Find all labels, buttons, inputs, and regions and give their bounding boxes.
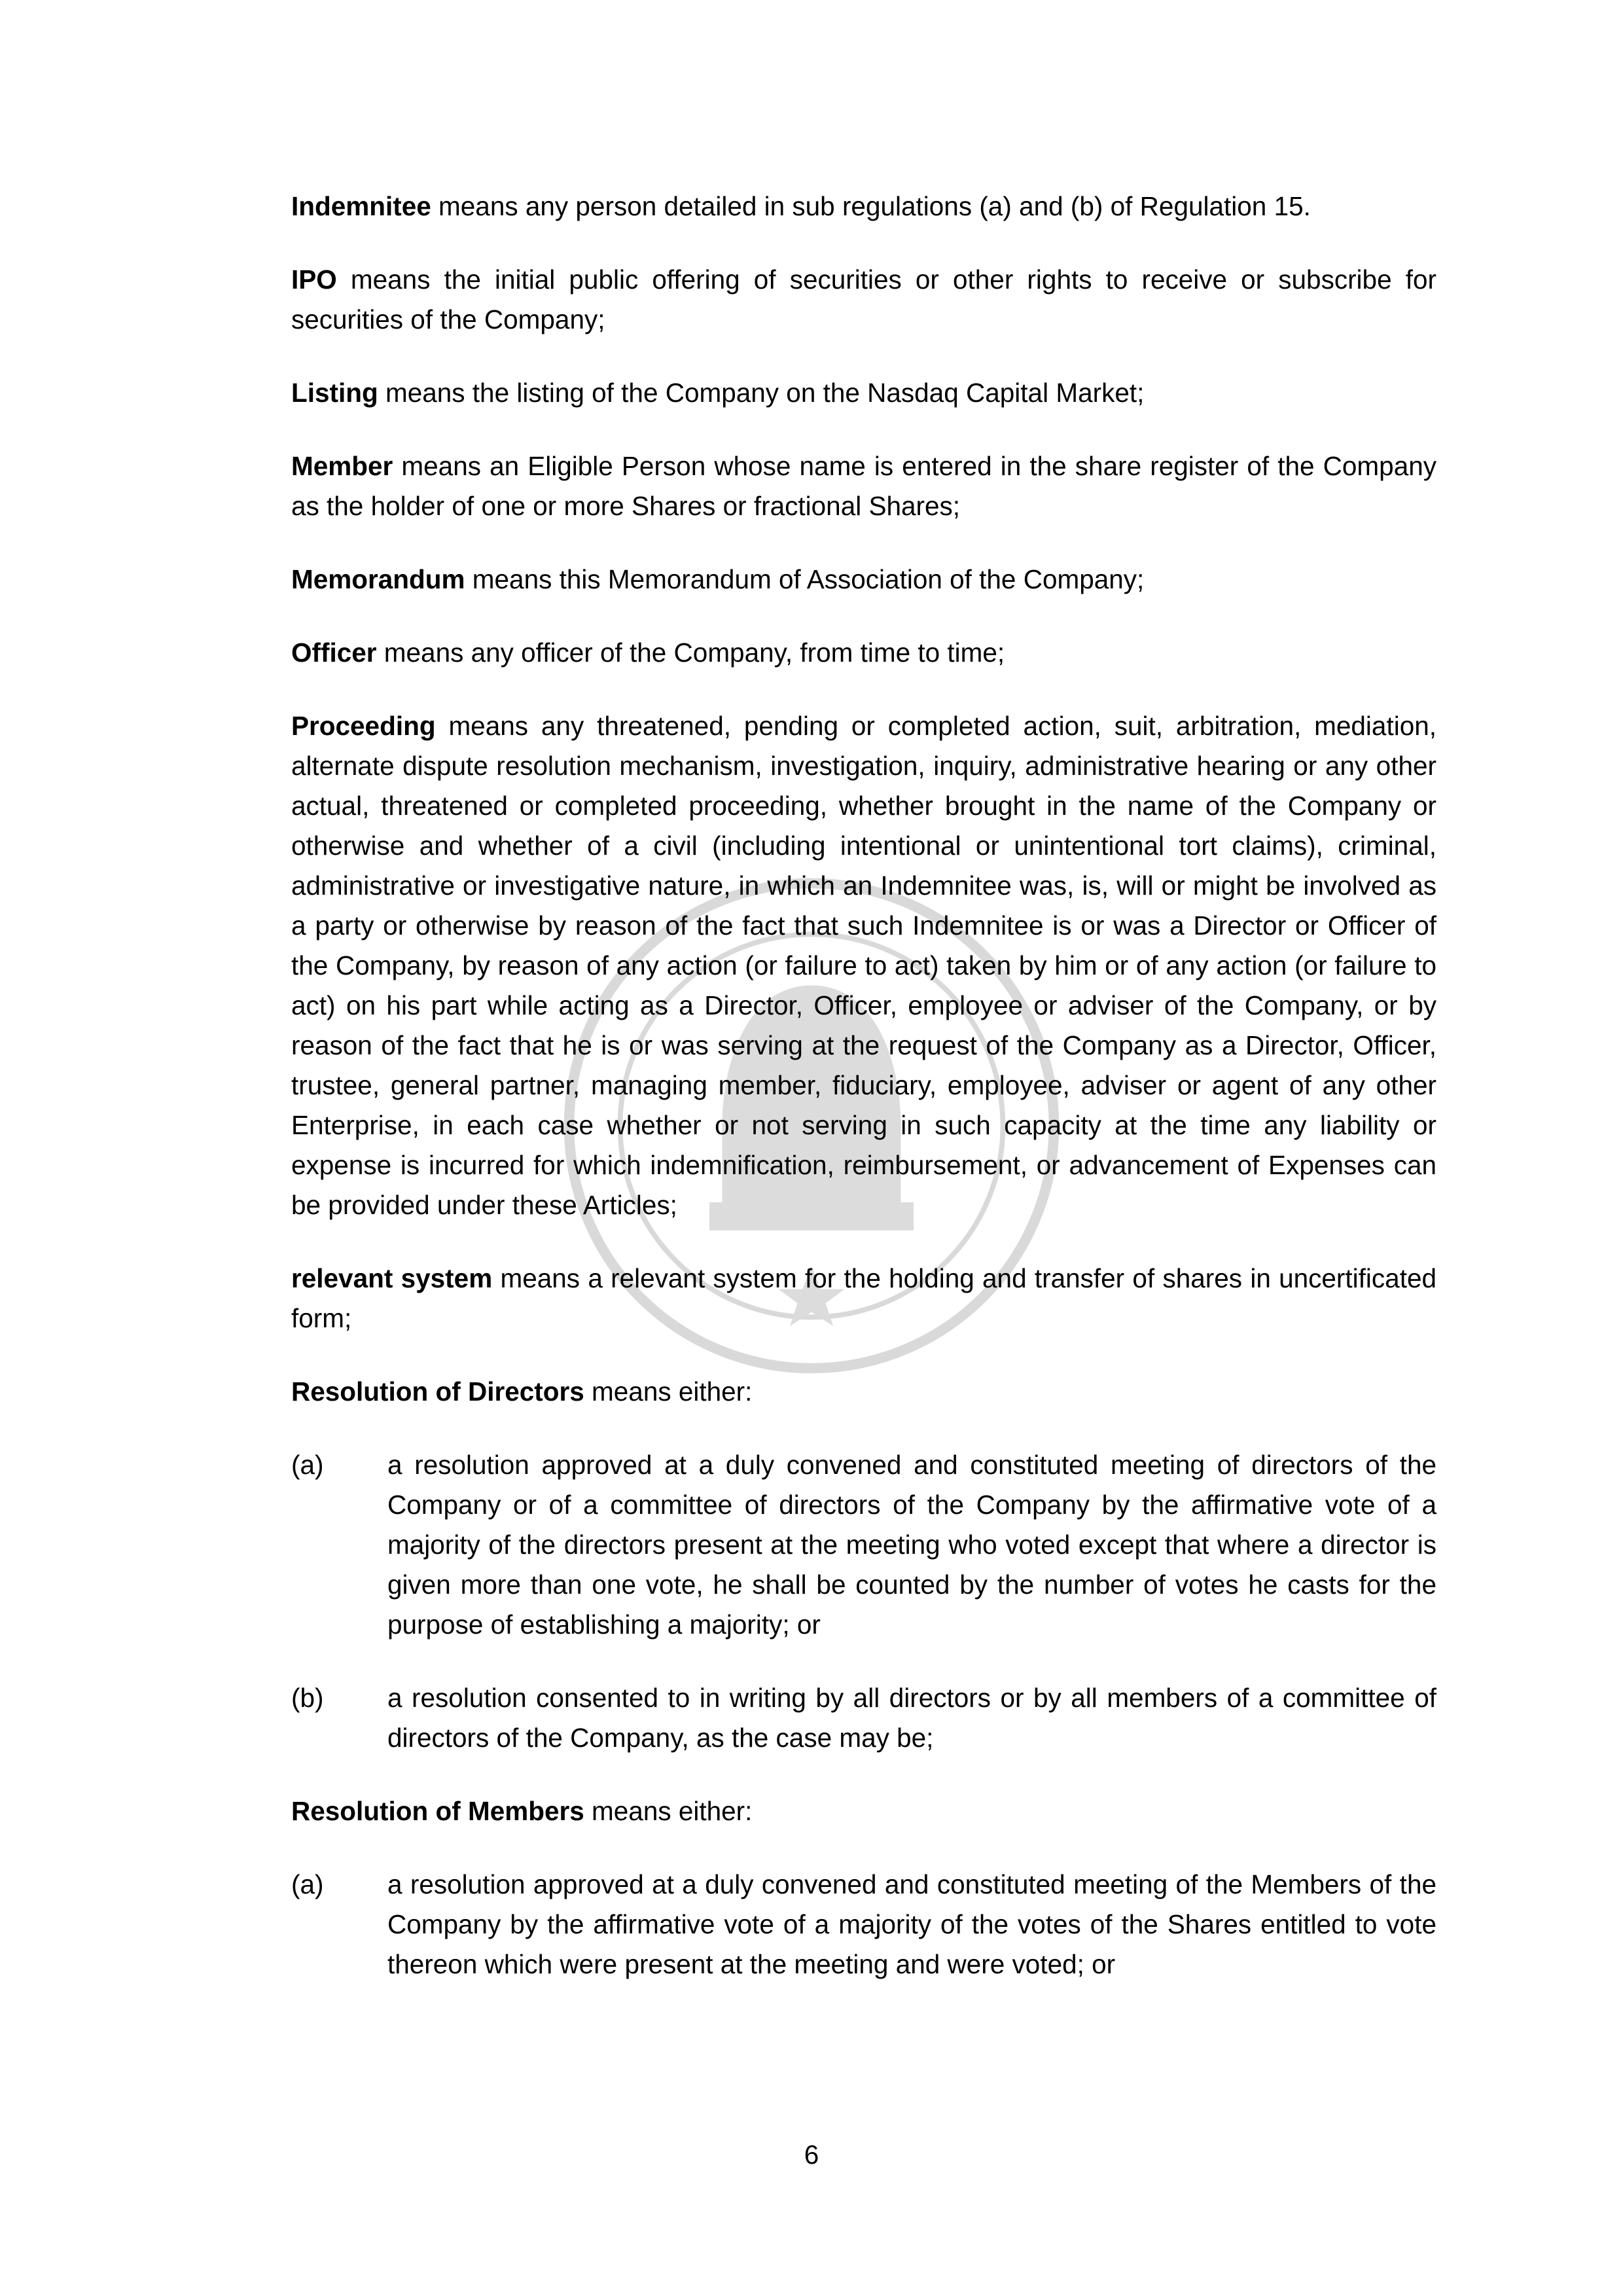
definition-text: means an Eligible Person whose name is entered in the share register of the Company as the holder of one or more Shares or fractional Shares; (291, 451, 1436, 521)
item-label: (a) (291, 1869, 324, 1899)
definition-officer (291, 633, 1436, 673)
term: Member (291, 451, 393, 481)
definition-ipo (291, 260, 1436, 340)
term: IPO (291, 264, 337, 295)
definition-text: means any threatened, pending or completed action, suit, arbitration, mediation, alternate dispute resolution mechanism, investigation, inquiry, administrative hearing or any other actual, threatened or completed proceeding, whether brought in the name of the Company or otherwise and whether of a civil (including intentional or unintentional tort claims), criminal, administrative or investigative nature, in which an Indemnitee was, is, will or might be involved as a party or otherwise by reason of the fact that such Indemnitee is or was a Director or Officer of the Company, by reason of any action (or failure to act) taken by him or of any action (or failure to act) on his part while acting as a Director, Officer, employee or adviser of the Company, or by reason of the fact that he is or was serving at the request of the Company as a Director, Officer, trustee, general partner, managing member, fiduciary, employee, adviser or agent of any other Enterprise, in each case whether or not serving in such capacity at the time any liability or expense is incurred for which indemnification, reimbursement, or advancement of Expenses can be provided under these Articles; (291, 711, 1436, 1220)
term: Proceeding (291, 711, 436, 741)
definition-resolution-of-directors (291, 1372, 1436, 1412)
definition-member (291, 446, 1436, 526)
item-label: (a) (291, 1450, 324, 1480)
definition-text: means any officer of the Company, from time to time; (376, 637, 1005, 668)
definition-indemnitee (291, 187, 1436, 226)
term: Officer (291, 637, 377, 668)
document-page (291, 187, 1436, 2018)
term: Resolution of Members (291, 1796, 584, 1826)
term: Indemnitee (291, 191, 431, 221)
item-text: a resolution approved at a duly convened and constituted meeting of directors of the Company or of a committee of directors of the Company by the affirmative vote of a majority of the directors present at the meeting who voted except that where a director is given more than one vote, he shall be counted by the number of votes he casts for the purpose of establishing a majority; or (387, 1450, 1436, 1640)
definition-text: means the initial public offering of securities or other rights to receive or subscribe for securities of the Company; (291, 264, 1436, 334)
item-text: a resolution approved at a duly convened and constituted meeting of the Members of the Company by the affirmative vote of a majority of the votes of the Shares entitled to vote thereon which were present at the meeting and were voted; or (387, 1869, 1436, 1979)
definition-relevant-system (291, 1259, 1436, 1338)
term: Resolution of Directors (291, 1376, 584, 1407)
definition-listing (291, 373, 1436, 413)
definition-text: means this Memorandum of Association of the Company; (465, 564, 1145, 594)
definition-memorandum (291, 560, 1436, 600)
definition-text: means either: (584, 1796, 753, 1826)
definition-text: means any person detailed in sub regulations (a) and (b) of Regulation 15. (431, 191, 1311, 221)
definition-text: means the listing of the Company on the Nasdaq Capital Market; (378, 378, 1145, 408)
definition-text: means a relevant system for the holding and transfer of shares in uncertificated form; (291, 1263, 1436, 1333)
definition-resolution-of-members (291, 1791, 1436, 1831)
term: Memorandum (291, 564, 465, 594)
item-label: (b) (291, 1683, 324, 1713)
definition-proceeding (291, 706, 1436, 1225)
term: Listing (291, 378, 378, 408)
directors-item-b (291, 1678, 1436, 1758)
page-number: 6 (804, 2140, 819, 2170)
directors-item-a (291, 1445, 1436, 1645)
members-item-a (291, 1865, 1436, 1984)
term: relevant system (291, 1263, 493, 1293)
item-text: a resolution consented to in writing by all directors or by all members of a committee of directors of the Company, as the case may be; (387, 1683, 1436, 1753)
definition-text: means either: (584, 1376, 753, 1407)
